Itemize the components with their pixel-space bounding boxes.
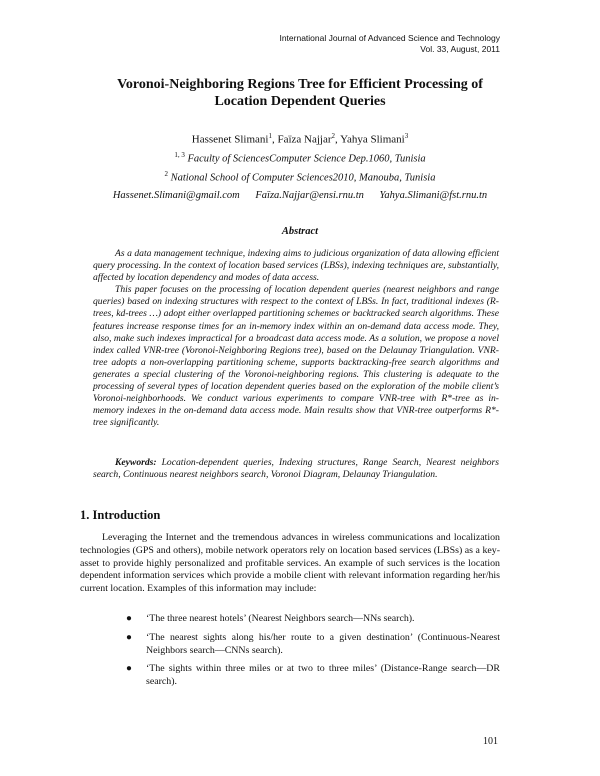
bullet-icon: ●: [126, 613, 132, 624]
keywords: [93, 457, 499, 481]
author-name: Yahya Slimani: [340, 133, 405, 146]
abstract-paragraph: As a data management technique, indexing aims to judicious organization of data allowing efficient query processing. In the context of location based services (LBSs), indexing techniques are, substantially, affected by location dependency and modes of data access.: [93, 248, 499, 284]
list-item: [126, 663, 500, 689]
abstract-paragraph: This paper focuses on the processing of location dependent queries (nearest neighbors and range queries) based on indexing structures with respect to the context of LBSs. In fact, traditional indexes (R-trees, kd-trees …) adopt either overlapped partitioning schemes or backtracked search algorithms. These features increase response times for an in-memory index within an on-demand data access mode. They, also, make such indexes impractical for a broadcast data access mode. As a solution, we propose a novel index called VNR-tree (Voronoi-Neighboring Regions tree), based on the Delaunay Triangulation. VNR-tree adopts a non-overlapping partitioning scheme, supports backtracking-free search algorithms and generates a special clustering of the Voronoi-neighboring regions. This clustering is adequate to the processing of several types of location dependent queries based on the exploration of the mobile client’s Voronoi-neighborhoods. We conduct various experiments to compare VNR-tree with R*-tree as in-memory indexes in the on-demand data access mode. Main results show that VNR-tree outperforms R*-tree significantly.: [93, 284, 499, 429]
abstract-heading: Abstract: [281, 226, 319, 237]
title-line-1: Voronoi-Neighboring Regions Tree for Efficient Processing of: [117, 77, 483, 92]
journal-volume: Vol. 33, August, 2011: [420, 44, 500, 54]
author-emails: [80, 189, 520, 202]
bullet-icon: ●: [126, 663, 132, 675]
author-separator: ,: [271, 133, 278, 146]
keywords-text: Location-dependent queries, Indexing structures, Range Search, Nearest neighbors search, Continuous nearest neighbors search, Voronoi Diagram, Delaunay Triangulation.: [93, 457, 499, 481]
list-item: [126, 632, 500, 658]
keywords-label: Keywords:: [115, 457, 157, 468]
list-item: [126, 613, 500, 626]
intro-paragraph: Leveraging the Internet and the tremendous advances in wireless communications and localization technologies (GPS and others), mobile network operators rely on location based services (LBSs) as a key-asset to provide highly personalized and profitable services. An example of such services is the location dependent information services which provide a mobile client with relevant information regarding her/his current location. Examples of this information may include:: [80, 532, 500, 595]
paper-title: [80, 76, 520, 110]
list-item-text: ‘The sights within three miles or at two to three miles’ (Distance-Range search—DR search).: [146, 663, 500, 688]
author-superscript: 2: [331, 132, 336, 140]
email-link[interactable]: Faïza.Najjar@ensi.rnu.tn: [255, 190, 364, 201]
page-number: 101: [483, 736, 498, 747]
affiliation-text: National School of Computer Sciences2010, Manouba, Tunisia: [168, 172, 436, 184]
author-superscript: 3: [404, 132, 409, 140]
affiliation-1: [80, 149, 520, 166]
running-header: [279, 33, 500, 55]
author-name: Faïza Najjar: [277, 133, 332, 146]
title-line-2: Location Dependent Queries: [214, 94, 386, 109]
author-superscript: 1: [268, 132, 272, 140]
list-item-text: ‘The nearest sights along his/her route to a given destination’ (Continuous-Nearest Neighbors search—CNNs search).: [146, 631, 500, 656]
journal-name: International Journal of Advanced Science and Technology: [279, 33, 500, 43]
affiliation-superscript: 1, 3: [174, 151, 185, 159]
affiliation-2: [80, 168, 520, 185]
email-link[interactable]: Yahya.Slimani@fst.rnu.tn: [379, 190, 488, 201]
author-list: [80, 129, 520, 147]
author-name: Hassenet Slimani: [191, 133, 269, 146]
author-separator: ,: [335, 133, 341, 146]
affiliation-text: Faculty of SciencesComputer Science Dep.1060, Tunisia: [184, 153, 426, 165]
bullet-icon: ●: [126, 631, 132, 643]
list-item-text: ‘The three nearest hotels’ (Nearest Neighbors search—NNs search).: [146, 613, 415, 624]
email-link[interactable]: Hassenet.Slimani@gmail.com: [112, 190, 240, 201]
example-list: [126, 613, 500, 695]
section-heading: 1. Introduction: [80, 508, 161, 522]
abstract-body: [93, 248, 499, 429]
affiliation-superscript: 2: [164, 170, 169, 178]
